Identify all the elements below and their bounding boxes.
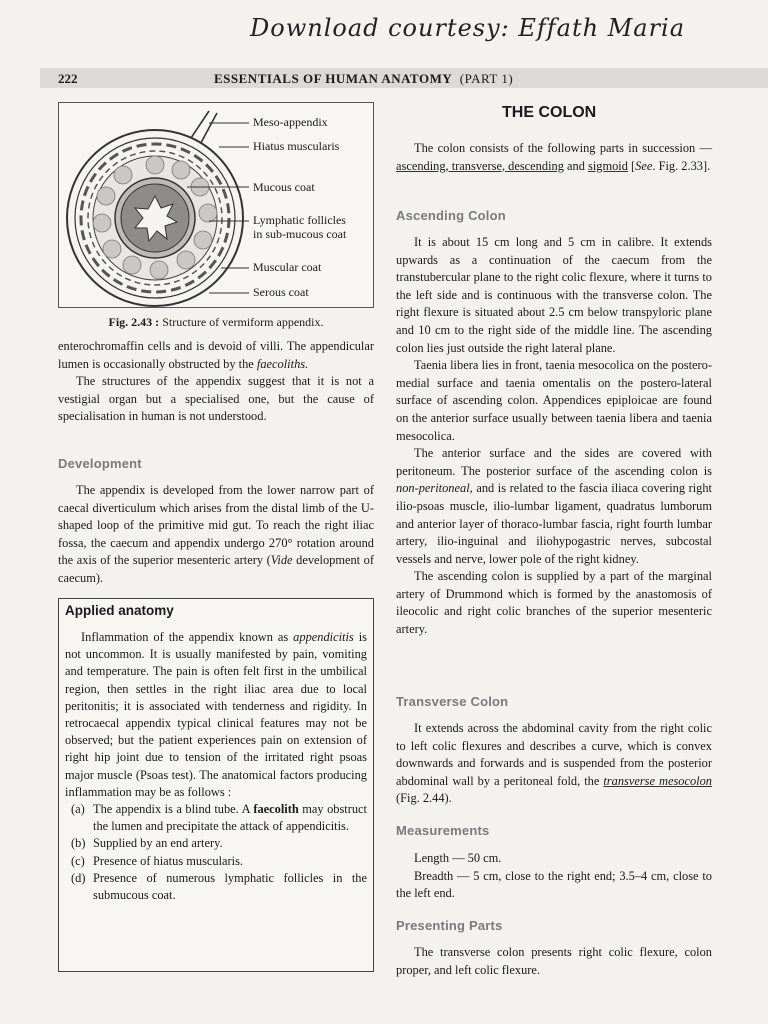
colon-intro-text: The colon consists of the following parts in succession — ascending, transverse, descending and sigmoid [See. Fig. 2.33].	[396, 141, 712, 173]
list-item	[65, 870, 367, 904]
asc3-pre: The anterior surface and the sides are covered with peritoneum. The posterior surface of the ascending colon is	[396, 446, 712, 478]
label-lymphatic-follicles: Lymphatic follicles	[253, 213, 346, 227]
left-column-intro	[58, 338, 374, 426]
applied-anatomy-body	[65, 629, 367, 904]
measurement-length: Length — 50 cm.	[414, 851, 502, 865]
ascending-paragraph-3	[396, 445, 712, 568]
asc3-post: and is related to the fascia iliaca covering right ilio-psoas muscle, ilio-lumbar ligament, quadratus lumborum and anterior layer of thoraco-lumbar fascia, right fourth lumbar artery, ilio-inguinal and iliohypogastric nerves, subcostal vessels and nerve, lower pole of the right kidney.	[396, 481, 712, 566]
applied-start: Inflammation of the appendix known as	[81, 630, 294, 644]
colon-and: and	[563, 158, 588, 173]
measurement-breadth: Breadth — 5 cm, close to the right end; 3.5–4 cm, close to the left end.	[396, 868, 712, 901]
applied-paragraph	[65, 629, 367, 801]
intro-paragraph-2: The structures of the appendix suggest that it is not a vestigial organ but a specialised one, but the cause of specialisation in human is not understood.	[58, 374, 374, 424]
transverse-colon-text	[396, 720, 712, 808]
colon-sigmoid: sigmoid	[588, 158, 628, 173]
colon-parts: ascending, transverse, descending	[396, 158, 564, 173]
applied-rest: is not uncommon. It is usually manifested by pain, vomiting and temperature. The pain is often felt first in the umbilical region, then settles in the right iliac area due to local peritonitis; it is associated with tenderness and rigidity. In retrocaecal appendix typical clinical features may not be observed; but the patient experiences pain on extension of right hip joint due to tension of the irritated right psoas major muscle (Psoas test). The anatomical factors producing inflammation may be as follows :	[65, 630, 367, 799]
development-heading: Development	[58, 456, 142, 471]
presenting-parts-text	[396, 944, 712, 979]
colon-see: See	[635, 158, 653, 173]
ascending-colon-heading: Ascending Colon	[396, 208, 506, 223]
item-a-post: may obstruct the lumen and precipitate the attack of appendicitis.	[93, 802, 367, 834]
list-item	[65, 835, 367, 852]
applied-italic: appendicitis	[293, 630, 354, 644]
label-serous-coat: Serous coat	[253, 285, 309, 299]
trans-italic: transverse mesocolon	[603, 773, 712, 788]
caption-number: Fig. 2.43 :	[108, 315, 160, 329]
intro-paragraph-1	[58, 338, 374, 373]
list-item	[65, 853, 367, 870]
item-a-pre: The appendix is a blind tube. A	[93, 802, 254, 817]
transverse-colon-heading: Transverse Colon	[396, 694, 509, 709]
label-hiatus-muscularis: Hiatus muscularis	[253, 139, 340, 153]
item-b-text: Supplied by an end artery.	[93, 836, 223, 851]
development-vide: Vide	[270, 553, 293, 568]
presenting-paragraph: The transverse colon presents right colic flexure, colon proper, and left colic flexure.	[396, 945, 712, 977]
trans-post: (Fig. 2.44).	[396, 791, 452, 806]
ascending-colon-text	[396, 234, 712, 639]
running-header-title: ESSENTIALS OF HUMAN ANATOMY	[214, 71, 453, 86]
list-marker: (c)	[71, 853, 85, 868]
transverse-paragraph	[396, 720, 712, 808]
caption-text: Structure of vermiform appendix.	[162, 315, 324, 329]
intro-text: enterochromaffin cells and is devoid of villi. The appendicular lumen is occasionally obstructed by the	[58, 339, 374, 371]
applied-anatomy-title: Applied anatomy	[65, 603, 174, 618]
label-meso-appendix: Meso-appendix	[253, 115, 328, 129]
list-marker: (b)	[71, 836, 86, 851]
list-item	[65, 801, 367, 835]
presenting-parts-heading: Presenting Parts	[396, 918, 503, 933]
list-marker: (d)	[71, 870, 86, 885]
appendix-cross-section-diagram	[59, 103, 375, 309]
development-end: development of caecum).	[58, 553, 375, 585]
label-sub-mucous-coat: in sub-mucous coat	[253, 227, 347, 241]
colon-end: Fig. 2.33].	[655, 158, 711, 173]
label-muscular-coat: Muscular coat	[253, 260, 322, 274]
asc3-italic: non-peritoneal,	[396, 481, 473, 496]
page-number: 222	[58, 71, 78, 86]
item-a-bold: faecolith	[253, 802, 299, 817]
label-mucous-coat: Mucous coat	[253, 180, 315, 194]
figure-caption	[58, 315, 374, 330]
ascending-paragraph-1: It is about 15 cm long and 5 cm in calibre. It extends upwards as a continuation of the caecum from the transtubercular plane to the right colic flexure, where it turns to the left side and is continuous with the transverse colon. The right flexure is situated about 2.5 cm below transpyloric plane and 10 cm to the right side of the middle line. The ascending colon lies just outside the right lateral plane.	[396, 235, 712, 355]
intro-italic: faecoliths.	[256, 356, 309, 371]
ascending-paragraph-2: Taenia libera lies in front, taenia mesocolica on the postero-medial surface and taenia omentalis on the postero-lateral surface of ascending colon. Appendices epiploicae are found on the anterior surface usually between taenia libera and taenia mesocolica.	[396, 358, 712, 443]
applied-anatomy-box	[58, 598, 374, 972]
development-text	[58, 482, 374, 588]
colon-pre: The colon consists of the following parts in succession —	[414, 141, 712, 155]
running-header	[214, 71, 513, 87]
item-c-text: Presence of hiatus muscularis.	[93, 853, 244, 868]
handwritten-note: Download courtesy: Effath Maria	[250, 14, 686, 42]
development-main: The appendix is developed from the lower narrow part of caecal diverticulum which arises from the distal limb of the U-shaped loop of the primitive mid gut. To reach the right iliac fossa, the caecum and appendix undergo 270° rotation around the axis of the superior mesenteric artery (	[58, 483, 374, 568]
measurements-text	[396, 850, 712, 903]
list-marker: (a)	[71, 802, 85, 817]
applied-factors-list	[65, 801, 367, 904]
ascending-paragraph-4: The ascending colon is supplied by a part of the marginal artery of Drummond which is formed by the anastomosis of ileocolic and right colic branches of the superior mesenteric artery.	[396, 569, 712, 637]
running-header-part: (PART 1)	[459, 71, 514, 86]
trans-pre: It extends across the abdominal cavity from the right colic to left colic flexures and describes a curve, which is convex downwards and forwards and is suspended from the posterior abdominal wall by a peritoneal fold, the	[396, 721, 712, 788]
colon-heading: THE COLON	[502, 104, 597, 121]
measurements-heading: Measurements	[396, 823, 490, 838]
development-paragraph	[58, 482, 374, 588]
item-d-text: Presence of numerous lymphatic follicles in the submucous coat.	[93, 870, 367, 903]
figure-appendix-structure	[58, 102, 374, 308]
colon-intro	[396, 140, 712, 175]
